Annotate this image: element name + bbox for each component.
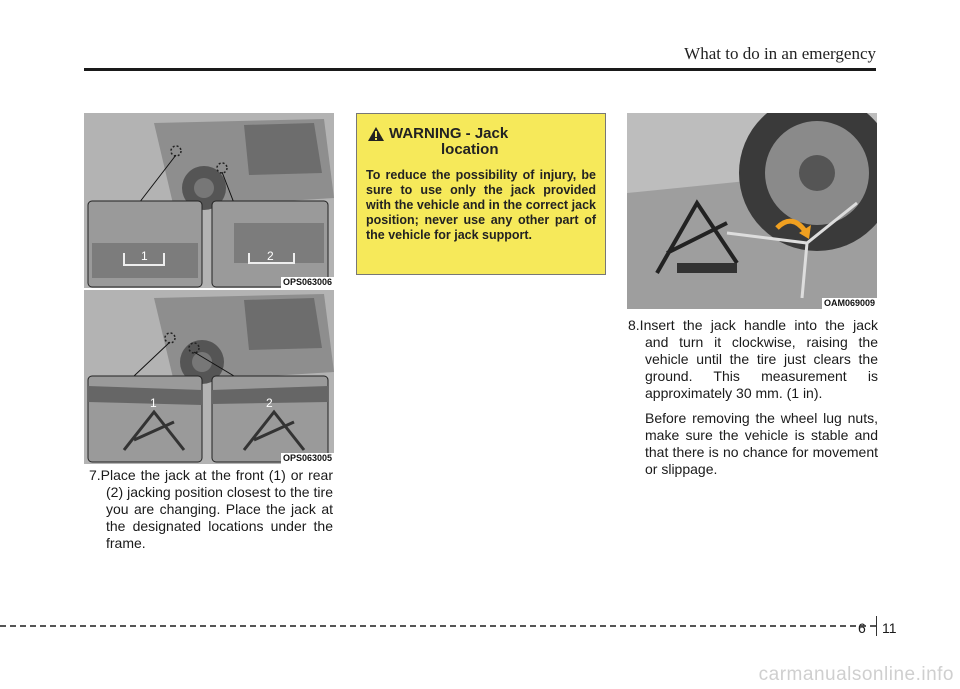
photo-code: OPS063006	[282, 277, 332, 287]
warning-title-line1: WARNING - Jack	[389, 125, 509, 142]
jack-handle-illustration	[627, 113, 877, 309]
page-number: 11	[882, 620, 897, 636]
footer-rule	[0, 625, 876, 627]
warning-title	[389, 126, 508, 158]
callout-2: 2	[266, 396, 273, 410]
callout-1: 1	[141, 249, 148, 263]
step-8	[628, 317, 878, 478]
step-8-text: 8.Insert the jack handle into the jack and turn it clockwise, raising the vehicle until the tire just clears the ground. This measurement is approximately 30 mm. (1 in).	[628, 317, 878, 401]
callout-2: 2	[267, 249, 274, 263]
photo-jack-handle	[627, 113, 877, 309]
jack-placement-illustration	[84, 290, 334, 464]
photo-code: OAM069009	[823, 298, 875, 308]
step-8-note: Before removing the wheel lug nuts, make sure the vehicle is stable and that there is no chance for movement or slippage.	[645, 410, 878, 477]
jacking-points-illustration	[84, 113, 334, 288]
header-rule	[84, 68, 876, 71]
callout-1: 1	[150, 396, 157, 410]
step-7	[89, 467, 333, 552]
page-header-title: What to do in an emergency	[684, 44, 876, 63]
warning-triangle-icon	[367, 126, 385, 142]
warning-box	[356, 113, 606, 275]
warning-body: To reduce the possibility of injury, be sure to use only the jack provided with the vehicle and in the correct jack position; never use any other part of the vehicle for jack support.	[366, 168, 596, 242]
watermark: carmanualsonline.info	[758, 664, 954, 685]
footer-divider	[876, 616, 877, 636]
warning-title-line2: location	[441, 141, 499, 158]
chapter-number: 6	[858, 620, 866, 636]
photo-code: OPS063005	[282, 453, 332, 463]
step-7-text: 7.Place the jack at the front (1) or rear (2) jacking position closest to the tire you are changing. Place the jack at the designated locations under the frame.	[89, 467, 333, 551]
photo-jacking-points	[84, 113, 334, 288]
photo-jack-placement	[84, 290, 334, 464]
